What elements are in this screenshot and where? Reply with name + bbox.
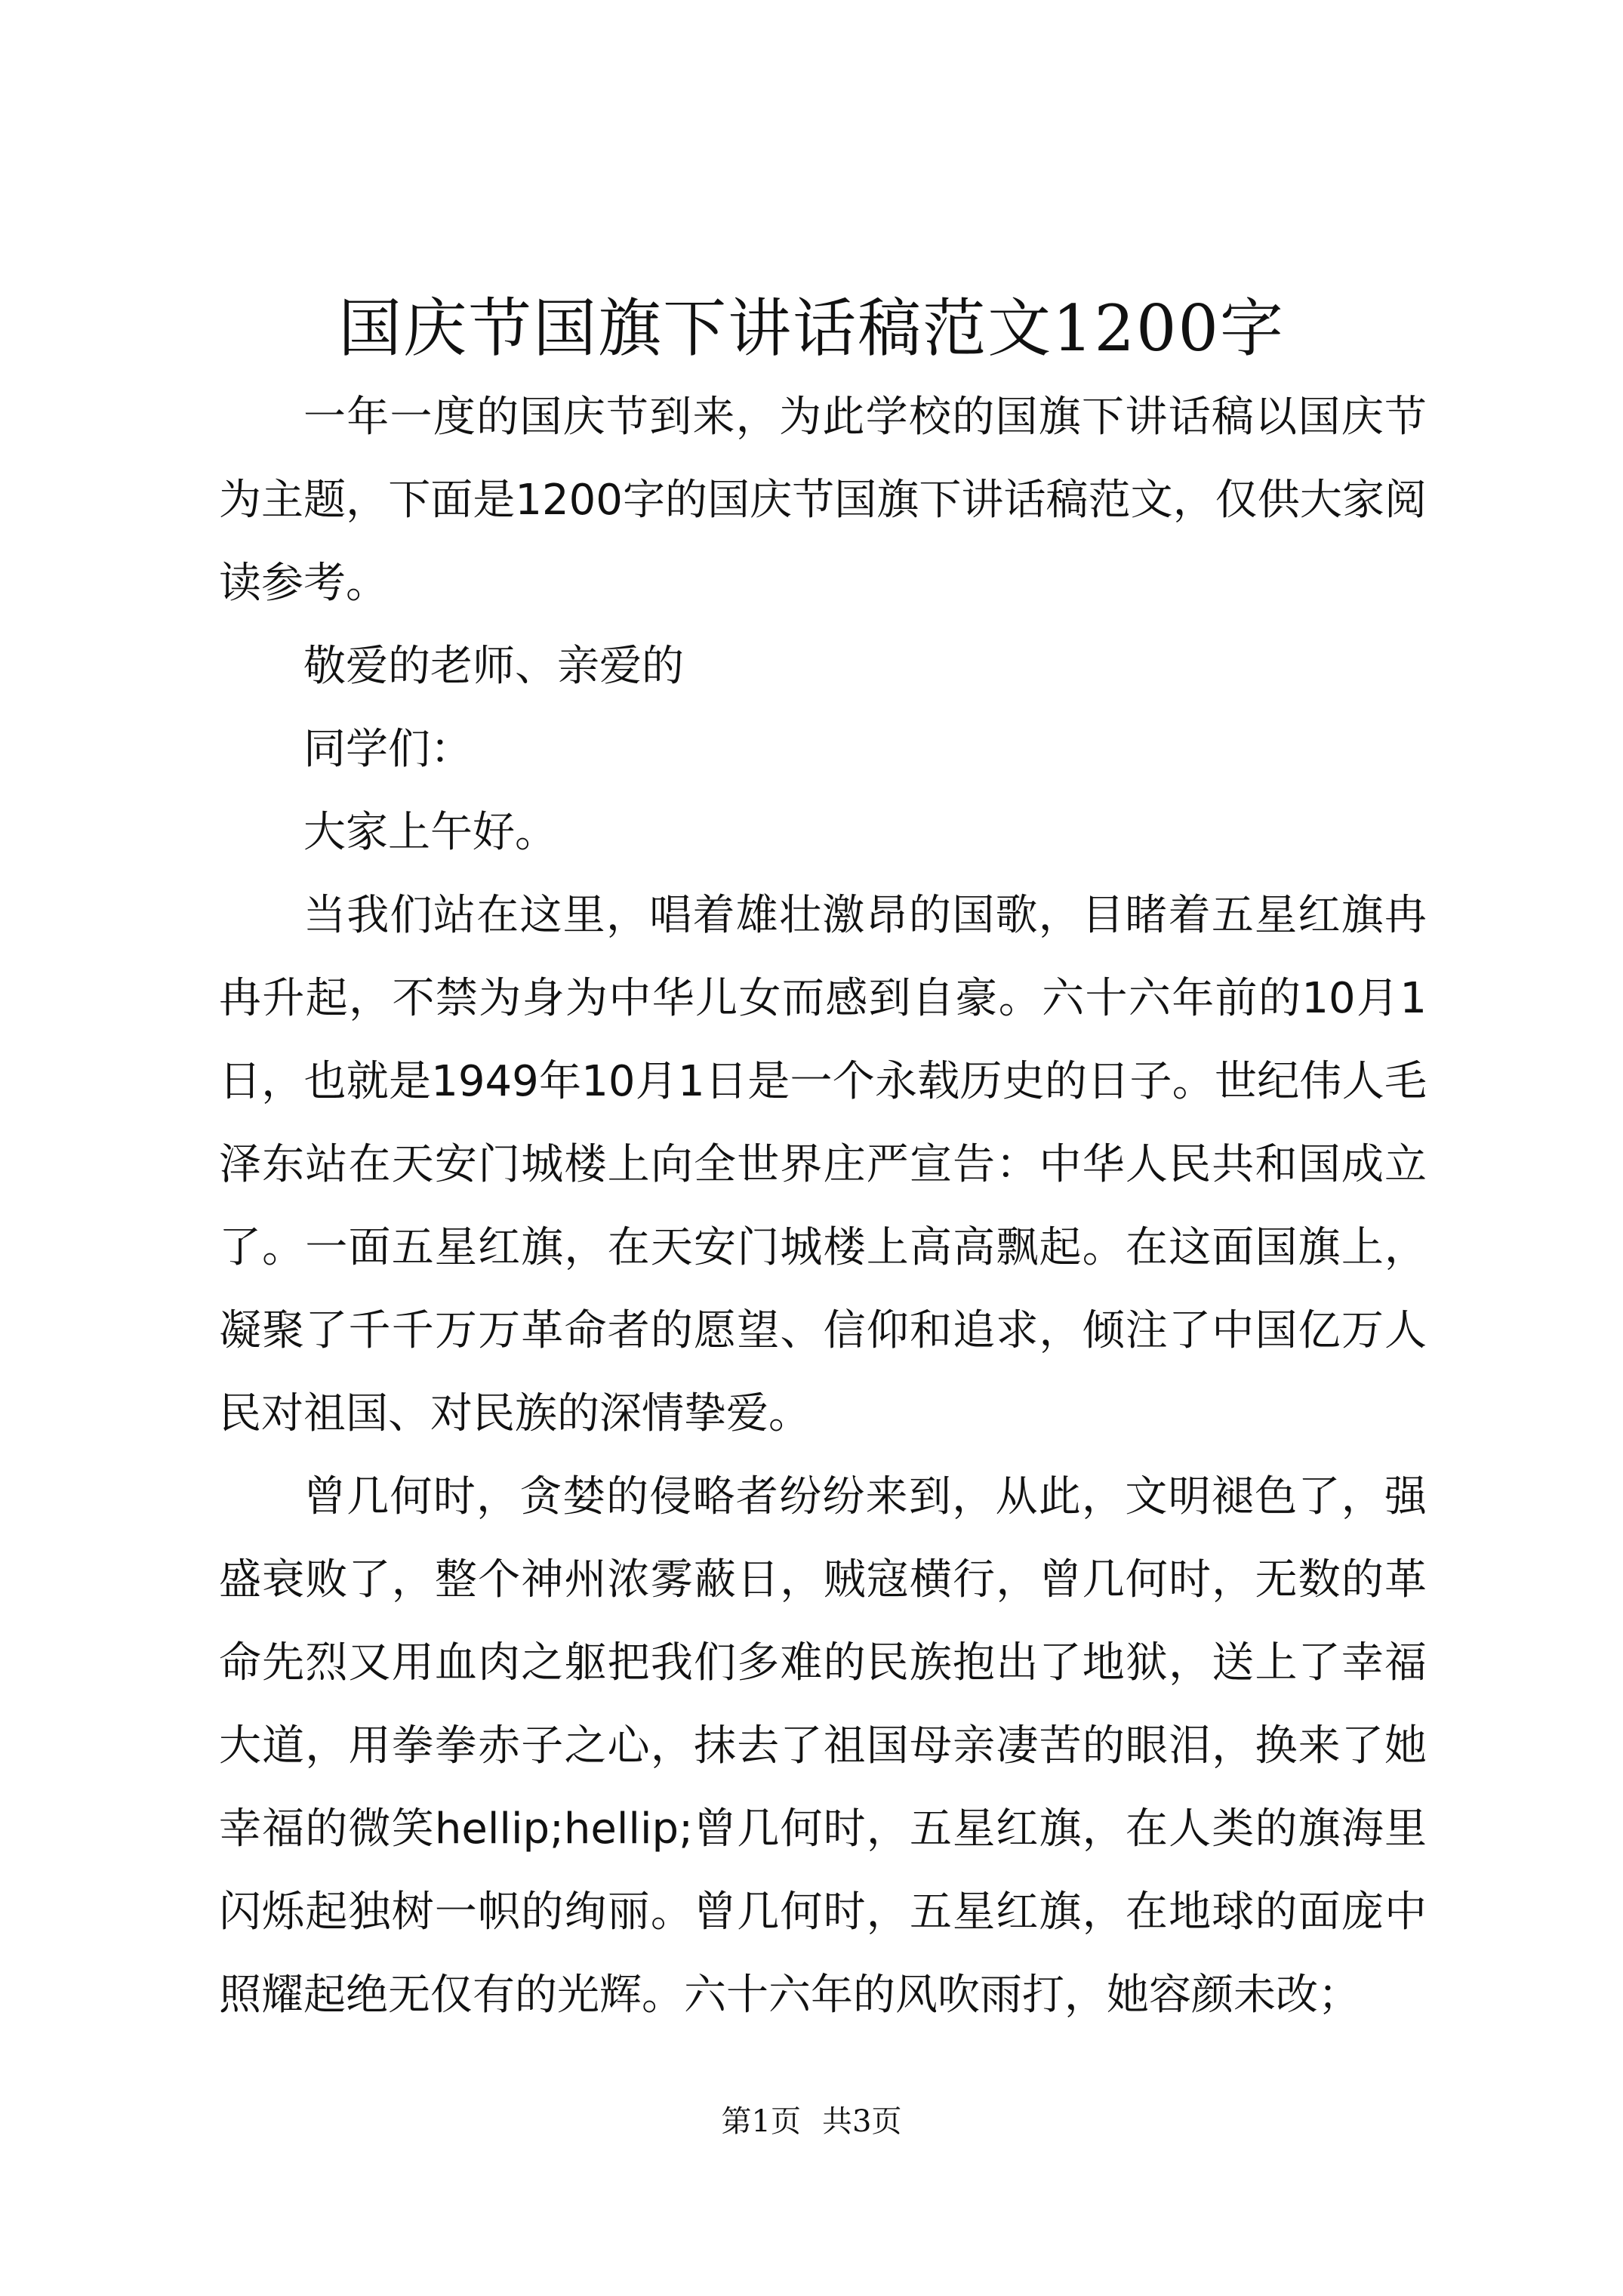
document-body	[219, 376, 1427, 2037]
body-paragraph: 曾几何时，贪婪的侵略者纷纷来到，从此，文明褪色了，强盛衰败了，整个神州浓雾蔽日，贼寇横行，曾几何时，无数的革命先烈又用血肉之躯把我们多难的民族抱出了地狱，送上了幸福大道，用拳拳赤子之心，抹去了祖国母亲凄苦的眼泪，换来了她幸福的微笑hellip;hellip;曾几何时，五星红旗，在人类的旗海里闪烁起独树一帜的绚丽。曾几何时，五星红旗，在地球的面庞中照耀起绝无仅有的光辉。六十六年的风吹雨打，她容颜未改；	[219, 1472, 1427, 2020]
salutation-line-2: 同学们：	[303, 725, 473, 774]
page-footer	[0, 2099, 1623, 2144]
body-paragraph: 当我们站在这里，唱着雄壮激昂的国歌，目睹着五星红旗冉冉升起，不禁为身为中华儿女而感到自豪。六十六年前的10月1日，也就是1949年10月1日是一个永载历史的日子。世纪伟人毛泽东站在天安门城楼上向全世界庄严宣告：中华人民共和国成立了。一面五星红旗，在天安门城楼上高高飘起。在这面国旗上，凝聚了千千万万革命者的愿望、信仰和追求，倾注了中国亿万人民对祖国、对民族的深情挚爱。	[219, 891, 1427, 1438]
page-total: 共3页	[822, 2104, 902, 2139]
intro-paragraph: 一年一度的国庆节到来，为此学校的国旗下讲话稿以国庆节为主题，下面是1200字的国庆节国旗下讲话稿范文，仅供大家阅读参考。	[219, 393, 1427, 608]
salutation-line: 敬爱的老师、亲爱的	[303, 642, 684, 691]
greeting-line: 大家上午好。	[303, 808, 557, 857]
document-title: 国庆节国旗下讲话稿范文1200字	[338, 291, 1285, 365]
page-number: 第1页	[721, 2104, 801, 2139]
